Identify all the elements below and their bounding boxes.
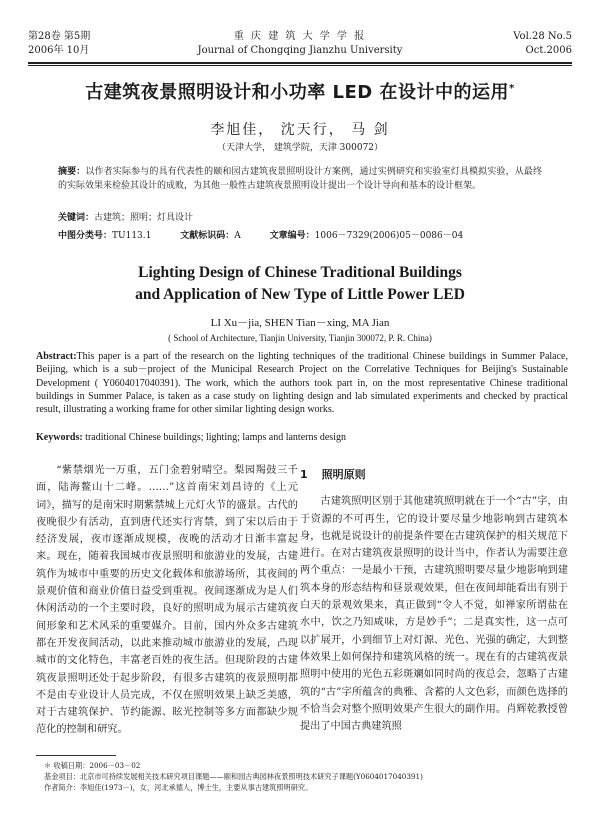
title-footnote-mark: * xyxy=(509,83,515,94)
keywords-chinese-text: 古建筑；照明；灯具设计 xyxy=(94,213,194,223)
keywords-chinese-label: 关键词： xyxy=(58,213,95,223)
date-en: Oct.2006 xyxy=(525,45,572,56)
running-header xyxy=(28,30,572,66)
abstract-english-text: This paper is a part of the research on the lighting techniques of the traditional Chinese buildings in Summer Palace, Beijing, which is a sub－project of the Municipal Research Project on the Correlative Techniques for Beijing's Sustainable Development ( Y0604017040391). The work, which the authors took part in, on the most representative Chinese traditional buildings in Summer Palace, is taken as a case study on lighting design and lab simulated experiments and checked by practical result, illustrating a working frame for other similar lighting design works. xyxy=(36,351,568,416)
body-column-left xyxy=(36,462,298,739)
affiliation-english: ( School of Architecture, Tianjin University, Tianjin 300072, P. R. China) xyxy=(168,333,432,343)
header-rule-thin xyxy=(28,65,572,66)
journal-name-en: Journal of Chongqing Jianzhu University xyxy=(197,45,403,56)
abstract-chinese xyxy=(58,165,542,193)
journal-name-zh: 重 庆 建 筑 大 学 学 报 xyxy=(233,31,367,42)
footnote-rule xyxy=(36,755,116,756)
section-title: 照明原则 xyxy=(321,468,366,481)
volume-zh: 第28卷 第5期 xyxy=(28,31,91,42)
affiliation-chinese: （天津大学， 建筑学院，天津 300072） xyxy=(216,143,384,153)
abstract-chinese-label: 摘要： xyxy=(58,167,86,177)
clc-value: TU113.1 xyxy=(112,231,152,241)
title-english-line-2: and Application of New Type of Little Power LED xyxy=(135,286,465,303)
clc-label: 中图分类号： xyxy=(58,231,113,241)
section-number: 1 xyxy=(300,468,308,481)
doc-label: 文献标识码： xyxy=(180,231,235,241)
title-english xyxy=(0,262,600,306)
footnotes xyxy=(44,760,570,793)
header-center xyxy=(28,30,572,58)
doc-value: A xyxy=(234,231,241,241)
keywords-chinese xyxy=(58,210,542,223)
clc-number xyxy=(58,228,151,241)
document-code xyxy=(180,228,241,241)
body-paragraph: 古建筑照明区别于其他建筑照明就在于一个“古”字，由于资源的不可再生，它的设计要尽量少地影响到古建筑本身，也就是说设计的前提条件要在古建筑保护的相关规范下进行。在对古建筑夜景照明的设计当中，作者认为需要注意两个重点：一是最小干预，古建筑照明要尽量少地影响到建筑本身的形态结构和昼景观效果，但在夜间却能看出有别于白天的景观效果来，真正做到“令人不觉，如禅家所谓盐在水中，饮之乃知咸味，方是妙手”；二是真实性，这一点可以扩展开，小到细节上对灯源、光色、光强的确定，大到整体效果上如何保持和建筑风格的统一。现在有的古建筑夜景照明中使用的光色五彩斑斓如同时尚的夜总会，忽略了古建筑的“古”字所蕴含的典雅、含蓄的人文色彩，而颜色选择的不恰当会对整个照明效果产生很大的副作用。肖辉乾教授曾提出了中国古典建筑照 xyxy=(300,496,568,733)
article-value: 1006－7329(2006)05－0086－04 xyxy=(314,231,464,241)
title-chinese-text: 古建筑夜景照明设计和小功率 LED 在设计中的运用 xyxy=(85,82,509,103)
keywords-english-label: Keywords: xyxy=(36,432,83,443)
abstract-english xyxy=(36,350,568,416)
footnote-author-bio: 作者简介：李旭佳(1973－)，女，河北承德人，博士生，主要从事古建筑照明研究。 xyxy=(44,783,313,792)
authors-english: LI Xu－jia, SHEN Tian－xing, MA Jian xyxy=(210,317,390,329)
title-chinese xyxy=(20,78,580,104)
keywords-english xyxy=(36,432,568,443)
body-paragraph: “紫禁烟光一万重，五门金碧射晴空。梨园羯鼓三千面，陆海鳌山十二峰。……”这首南宋刘昌诗的《上元词》，描写的是南宋时期紫禁城上元灯火节的盛景。古代的夜晚很少有活动，直到唐代还实行宵禁，到了宋以后由于经济发展，夜市逐渐成规模，夜晚的活动才日渐丰富起来。现在，随着我国城市夜景照明和旅游业的发展，古建筑作为城市中重要的历史文化载体和旅游场所，其夜间的景观价值和商业价值日益受到重视。夜间逐渐成为是人们休闲活动的一个主要时段，良好的照明成为展示古建筑夜间形象和艺术风采的重要媒介。目前，国内外众多古建筑都在开发夜间活动，以此来推动城市旅游业的发展，凸现城市的文化特色，丰富老百姓的夜生活。但现阶段的古建筑夜景照明还处于起步阶段，有很多古建筑的夜景照明都不是由专业设计人员完成，不仅在照明效果上缺乏美感，对于古建筑保护、节约能源、眩光控制等多方面都缺少规范化的控制和研究。 xyxy=(36,465,298,736)
keywords-english-text: traditional Chinese buildings; lighting; lamps and lanterns design xyxy=(85,432,346,443)
abstract-chinese-text: 以作者实际参与的具有代表性的颐和园古建筑夜景照明设计方案例，通过实例研究和实验室灯具模拟实验，从最终的实际效果来检验其设计的成败，为其他一般性古建筑夜景照明设计提出一个设计导向和基本的设计框架。 xyxy=(58,167,542,191)
body-column-right xyxy=(300,462,568,735)
header-right xyxy=(513,30,572,58)
header-rule xyxy=(28,62,572,64)
abstract-english-label: Abstract: xyxy=(36,351,77,362)
article-number xyxy=(270,228,464,241)
title-english-line-1: Lighting Design of Chinese Traditional Buildings xyxy=(138,264,462,281)
section-heading xyxy=(300,466,568,483)
footnote-received: ＊ 收稿日期：2006－03－02 xyxy=(44,761,141,770)
date-zh: 2006年 10月 xyxy=(28,45,90,56)
article-label: 文章编号： xyxy=(269,231,315,241)
footnote-funding: 基金项目：北京市可持续发展相关技术研究项目课题——颐和园古典园林夜景照明技术研究子课题(Y0604017040391) xyxy=(44,772,423,781)
authors-chinese: 李旭佳， 沈天行， 马 剑 xyxy=(210,122,390,138)
volume-en: Vol.28 No.5 xyxy=(513,31,572,42)
classification-line xyxy=(58,228,560,241)
